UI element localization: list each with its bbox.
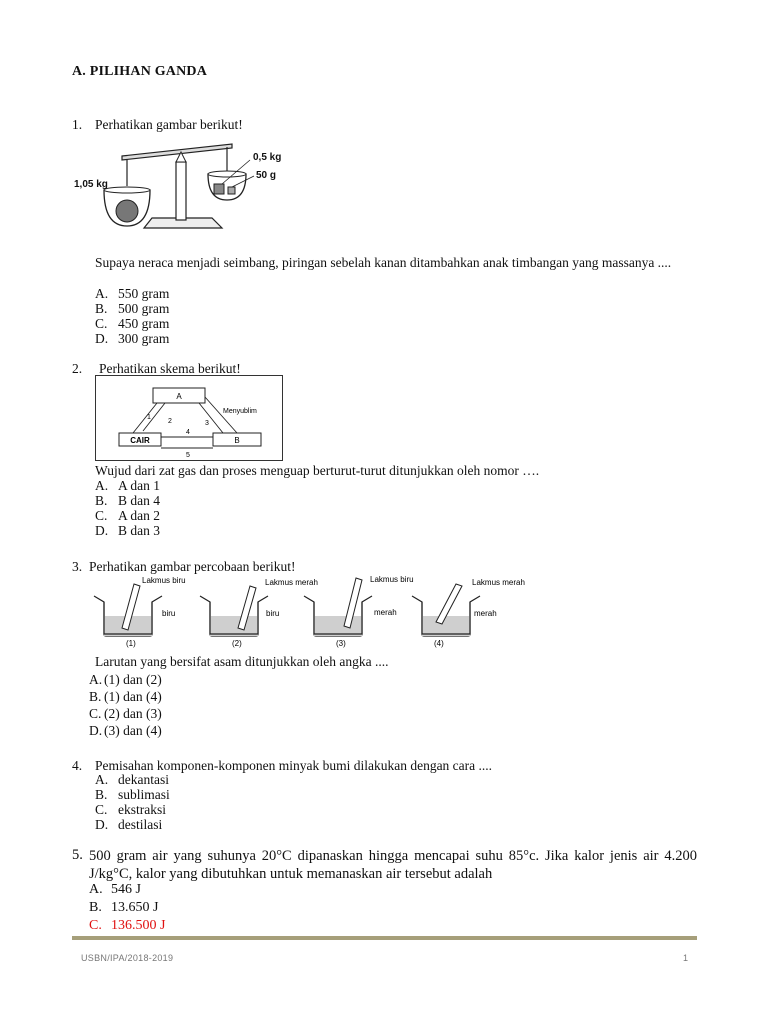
q5-option-c[interactable]: C. 136.500 J bbox=[89, 918, 166, 933]
beaker-2-paper: Lakmus merah bbox=[265, 578, 318, 587]
q2-option-b[interactable]: B. B dan 4 bbox=[95, 493, 160, 508]
q2-num-5: 5 bbox=[186, 452, 190, 459]
beaker-1-number: (1) bbox=[126, 639, 136, 648]
q2-num-1: 1 bbox=[147, 414, 151, 421]
beaker-3-result: merah bbox=[374, 608, 397, 617]
q3-option-d[interactable]: D. (3) dan (4) bbox=[89, 723, 162, 738]
section-title: A. PILIHAN GANDA bbox=[72, 64, 208, 79]
q2-box-cair: CAIR bbox=[130, 436, 150, 445]
q1-options bbox=[95, 286, 169, 346]
q3-option-c[interactable]: C. (2) dan (3) bbox=[89, 706, 162, 721]
q2-prompt: Perhatikan skema berikut! bbox=[99, 361, 241, 376]
q2-option-a[interactable]: A. A dan 1 bbox=[95, 478, 160, 493]
q5-options bbox=[89, 881, 165, 935]
q2-num-3: 3 bbox=[205, 420, 209, 427]
q2-option-d[interactable]: D. B dan 3 bbox=[95, 523, 160, 538]
q4-number: 4. bbox=[72, 758, 83, 773]
beaker-2-result: biru bbox=[266, 609, 280, 618]
beaker-3-number: (3) bbox=[336, 639, 346, 648]
q1-option-c[interactable]: C. 450 gram bbox=[95, 316, 170, 331]
q2-schema-figure bbox=[95, 375, 283, 461]
q1-option-b[interactable]: B. 500 gram bbox=[95, 301, 170, 316]
page-number: 1 bbox=[683, 953, 689, 963]
q1-option-d[interactable]: D. 300 gram bbox=[95, 331, 170, 346]
beaker-2-number: (2) bbox=[232, 639, 242, 648]
q3-beakers-figure bbox=[90, 574, 525, 650]
q5-option-a[interactable]: A. 546 J bbox=[89, 882, 141, 897]
q3-question: Larutan yang bersifat asam ditunjukkan oleh angka .... bbox=[95, 654, 389, 669]
q2-num-2: 2 bbox=[168, 418, 172, 425]
q3-option-a[interactable]: A. (1) dan (2) bbox=[89, 672, 162, 687]
q4-option-c[interactable]: C. ekstraksi bbox=[95, 802, 166, 817]
q4-question: Pemisahan komponen-komponen minyak bumi dilakukan dengan cara .... bbox=[95, 758, 493, 773]
q5-option-b[interactable]: B. 13.650 J bbox=[89, 900, 159, 915]
q3-option-b[interactable]: B. (1) dan (4) bbox=[89, 689, 162, 704]
footer-rule bbox=[72, 936, 697, 940]
q2-options bbox=[95, 478, 160, 538]
beaker-2 bbox=[200, 586, 268, 636]
q2-question: Wujud dari zat gas dan proses menguap berturut-turut ditunjukkan oleh nomor …. bbox=[95, 463, 540, 478]
q1-right-label-2: 50 g bbox=[256, 170, 277, 181]
q2-num-4: 4 bbox=[186, 429, 190, 436]
q4-options bbox=[95, 772, 170, 832]
beaker-4-paper: Lakmus merah bbox=[472, 578, 525, 587]
q4-option-d[interactable]: D. destilasi bbox=[95, 817, 163, 832]
beaker-4-number: (4) bbox=[434, 639, 444, 648]
beaker-4-result: merah bbox=[474, 609, 497, 618]
q1-left-label: 1,05 kg bbox=[74, 179, 108, 190]
q5-question: 500 gram air yang suhunya 20°C dipanaskan hingga mencapai suhu 85°c. Jika kalor jenis air 4.200 J/kg°C, kalor yang dibutuhkan untuk memanaskan air tersebut adalah bbox=[89, 848, 697, 882]
q1-number: 1. bbox=[72, 117, 83, 132]
q2-menyublim: Menyublim bbox=[223, 408, 257, 415]
beaker-3-paper: Lakmus biru bbox=[370, 575, 414, 584]
q2-option-c[interactable]: C. A dan 2 bbox=[95, 508, 160, 523]
beaker-1 bbox=[94, 584, 162, 636]
q3-number: 3. bbox=[72, 559, 83, 574]
beaker-1-result: biru bbox=[162, 609, 176, 618]
q3-prompt: Perhatikan gambar percobaan berikut! bbox=[89, 559, 296, 574]
q3-options bbox=[89, 671, 162, 739]
q1-option-a[interactable]: A. 550 gram bbox=[95, 286, 170, 301]
beaker-4 bbox=[412, 584, 480, 636]
q4-option-a[interactable]: A. dekantasi bbox=[95, 772, 169, 787]
footer-doc-code: USBN/IPA/2018-2019 bbox=[81, 953, 174, 963]
q1-prompt: Perhatikan gambar berikut! bbox=[95, 117, 243, 132]
q1-question: Supaya neraca menjadi seimbang, piringan sebelah kanan ditambahkan anak timbangan yang massanya .... bbox=[95, 255, 672, 270]
q1-balance-figure bbox=[72, 140, 312, 236]
q1-right-label-1: 0,5 kg bbox=[253, 152, 282, 163]
q2-box-a: A bbox=[176, 392, 182, 401]
beaker-1-paper: Lakmus biru bbox=[142, 576, 186, 585]
q5-number: 5. bbox=[72, 847, 83, 863]
q2-box-b: B bbox=[234, 436, 240, 445]
q4-option-b[interactable]: B. sublimasi bbox=[95, 787, 170, 802]
q2-number: 2. bbox=[72, 361, 83, 376]
